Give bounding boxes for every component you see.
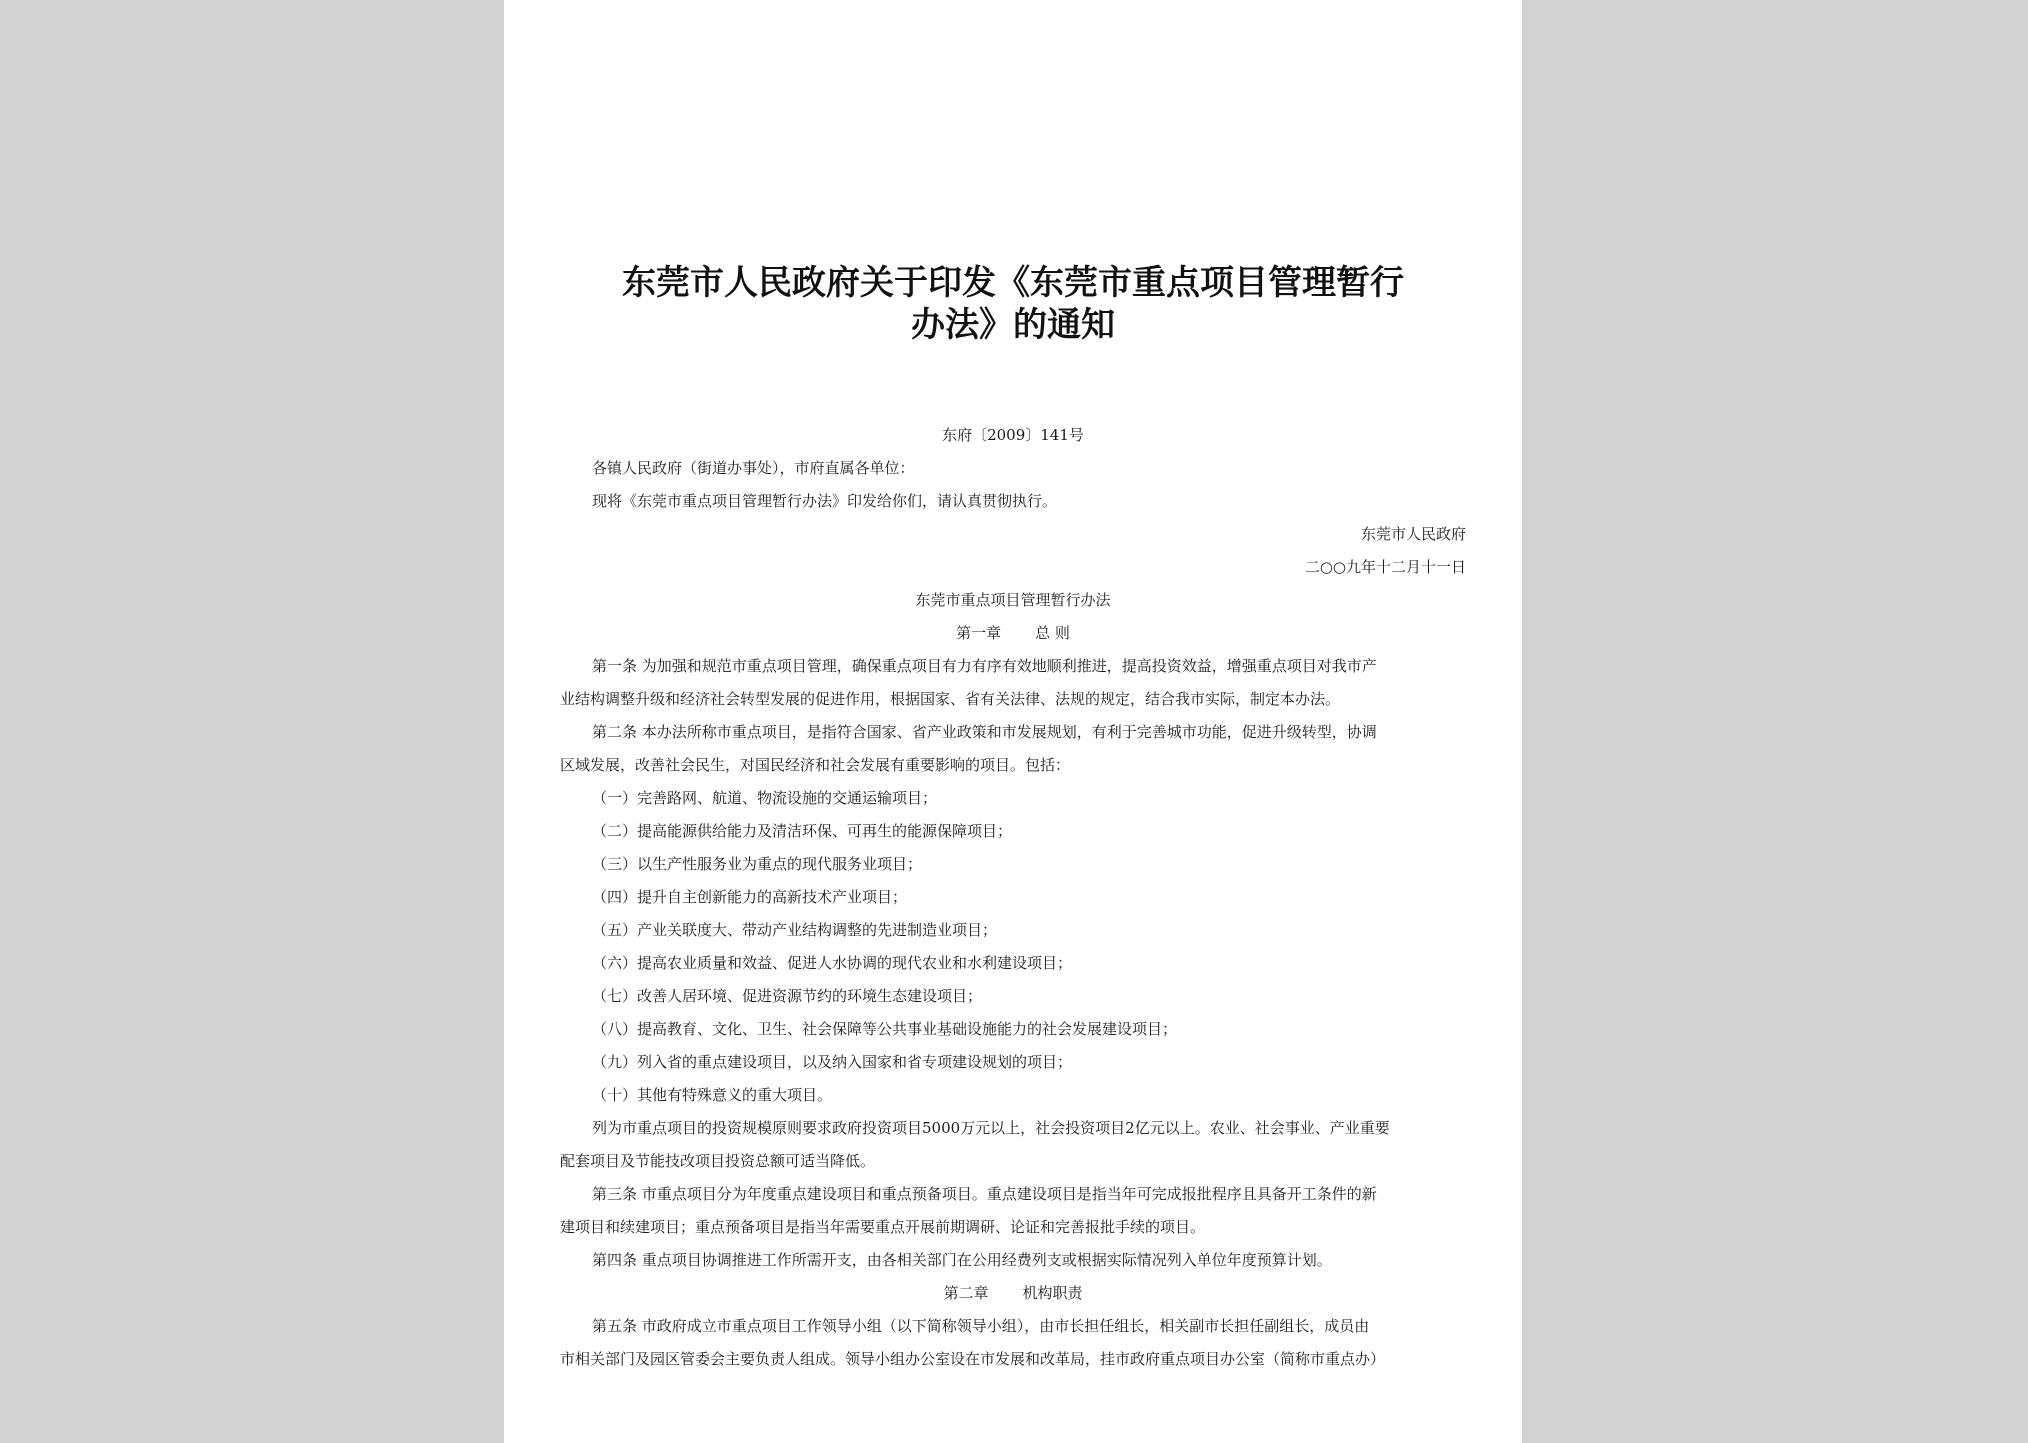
document-title xyxy=(594,262,1432,346)
issuer: 东莞市人民政府 xyxy=(1360,525,1466,543)
list-item: （六）提高农业质量和效益、促进人水协调的现代农业和水利建设项目； xyxy=(592,954,1073,972)
chapter-2-heading xyxy=(560,1277,1466,1310)
issue-date: 二○○九年十二月十一日 xyxy=(1304,558,1466,576)
list-item: （九）列入省的重点建设项目，以及纳入国家和省专项建设规划的项目； xyxy=(592,1053,1073,1071)
list-item: （七）改善人居环境、促进资源节约的环境生态建设项目； xyxy=(592,987,983,1005)
list-item: （二）提高能源供给能力及清洁环保、可再生的能源保障项目； xyxy=(592,822,1013,840)
list-item: （一）完善路网、航道、物流设施的交通运输项目； xyxy=(592,789,938,807)
chapter-2-number: 第二章 xyxy=(943,1284,989,1302)
article-3-line-2: 建项目和续建项目；重点预备项目是指当年需要重点开展前期调研、论证和完善报批手续的项目。 xyxy=(560,1218,1206,1236)
article-1-line-1: 第一条 为加强和规范市重点项目管理，确保重点项目有力有序有效地顺利推进，提高投资效益，增强重点项目对我市产 xyxy=(592,657,1377,675)
chapter-1-number: 第一章 xyxy=(956,624,1002,642)
article-1-line-2: 业结构调整升级和经济社会转型发展的促进作用，根据国家、省有关法律、法规的规定，结合我市实际，制定本办法。 xyxy=(560,690,1341,708)
article-5-line-1: 第五条 市政府成立市重点项目工作领导小组（以下简称领导小组），由市长担任组长，相关副市长担任副组长，成员由 xyxy=(592,1317,1370,1335)
document-page xyxy=(504,0,1522,1443)
intro-paragraph: 现将《东莞市重点项目管理暂行办法》印发给你们，请认真贯彻执行。 xyxy=(592,492,1058,510)
list-item: （五）产业关联度大、带动产业结构调整的先进制造业项目； xyxy=(592,921,998,939)
scale-paragraph-line-2: 配套项目及节能技改项目投资总额可适当降低。 xyxy=(560,1152,876,1170)
title-line-1: 东莞市人民政府关于印发《东莞市重点项目管理暂行 xyxy=(622,263,1404,303)
article-2-line-2: 区域发展，改善社会民生，对国民经济和社会发展有重要影响的项目。包括： xyxy=(560,756,1071,774)
article-3-line-1: 第三条 市重点项目分为年度重点建设项目和重点预备项目。重点建设项目是指当年可完成报批程序且具备开工条件的新 xyxy=(592,1185,1377,1203)
addressee: 各镇人民政府（街道办事处），市府直属各单位： xyxy=(592,459,915,477)
article-5-line-2: 市相关部门及园区管委会主要负责人组成。领导小组办公室设在市发展和改革局，挂市政府重点项目办公室（简称市重点办） xyxy=(560,1350,1386,1368)
chapter-1-heading xyxy=(560,617,1466,650)
document-body xyxy=(560,419,1466,1376)
chapter-2-name: 机构职责 xyxy=(1022,1284,1083,1302)
measures-title: 东莞市重点项目管理暂行办法 xyxy=(915,591,1111,609)
list-item: （四）提升自主创新能力的高新技术产业项目； xyxy=(592,888,908,906)
article-2-line-1: 第二条 本办法所称市重点项目，是指符合国家、省产业政策和市发展规划，有利于完善城市功能，促进升级转型，协调 xyxy=(592,723,1377,741)
list-item: （十）其他有特殊意义的重大项目。 xyxy=(592,1086,833,1104)
list-item: （八）提高教育、文化、卫生、社会保障等公共事业基础设施能力的社会发展建设项目； xyxy=(592,1020,1178,1038)
chapter-1-name: 总 则 xyxy=(1035,624,1070,642)
article-4: 第四条 重点项目协调推进工作所需开支，由各相关部门在公用经费列支或根据实际情况列入单位年度预算计划。 xyxy=(592,1251,1332,1269)
document-number: 东府〔2009〕141号 xyxy=(942,426,1084,444)
scale-paragraph-line-1: 列为市重点项目的投资规模原则要求政府投资项目5000万元以上，社会投资项目2亿元以上。农业、社会事业、产业重要 xyxy=(592,1119,1390,1137)
list-item: （三）以生产性服务业为重点的现代服务业项目； xyxy=(592,855,923,873)
title-line-2: 办法》的通知 xyxy=(911,305,1115,345)
